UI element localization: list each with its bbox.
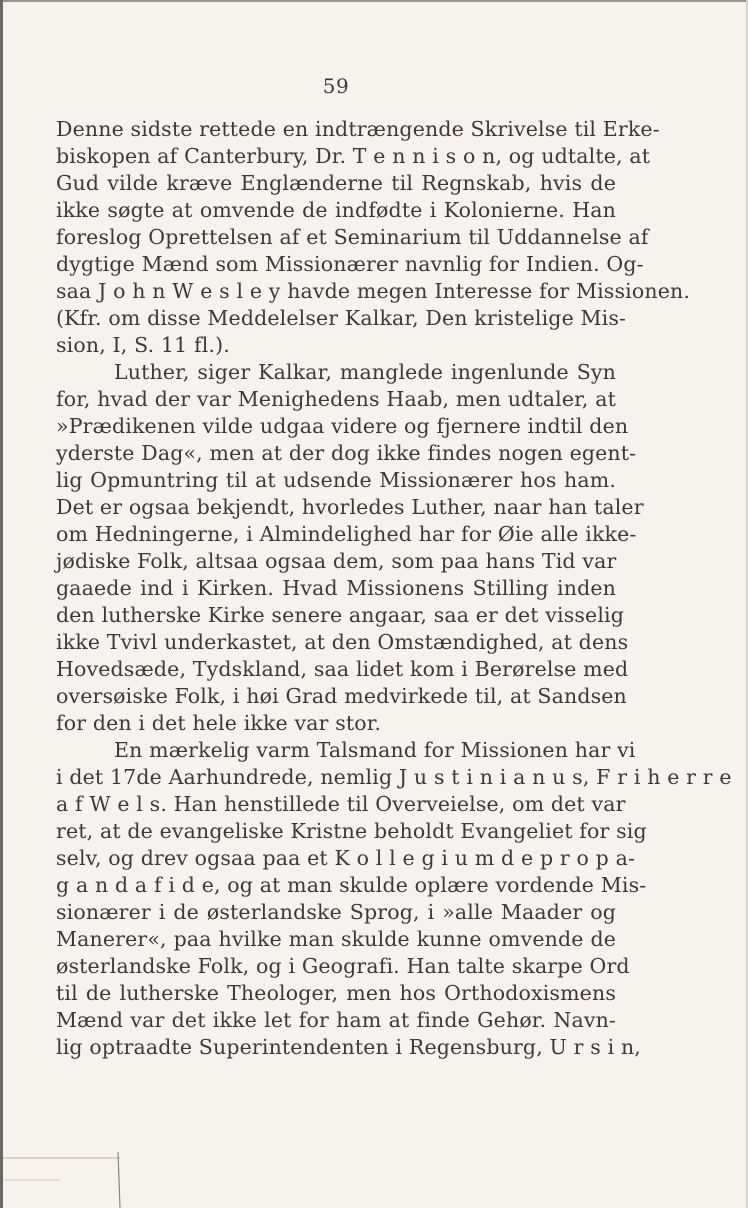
text-line: Det er ogsaa bekjendt, hvorledes Luther, naar han taler xyxy=(56,495,644,519)
text-line: lig Opmuntring til at udsende Missionærer hos ham. xyxy=(56,468,616,492)
scan-left-edge xyxy=(0,0,3,1208)
text-line: (Kfr. om disse Meddelelser Kalkar, Den kristelige Mis- xyxy=(56,306,627,330)
body-text xyxy=(56,116,732,1061)
text-line: foreslog Oprettelsen af et Seminarium til Uddannelse af xyxy=(56,225,649,249)
text-line: saa J o h n W e s l e y havde megen Interesse for Missionen. xyxy=(56,279,690,303)
text-line: ret, at de evangeliske Kristne beholdt Evangeliet for sig xyxy=(56,819,647,843)
text-line: Gud vilde kræve Englænderne til Regnskab, hvis de xyxy=(56,171,616,195)
text-line: ikke søgte at omvende de indfødte i Kolonierne. Han xyxy=(56,198,616,222)
text-line: om Hedningerne, i Almindelighed har for Øie alle ikke- xyxy=(56,522,637,546)
text-line: En mærkelig varm Talsmand for Missionen har vi xyxy=(114,738,636,762)
text-line: sion, I, S. 11 fl.). xyxy=(56,333,230,357)
text-line: Hovedsæde, Tydskland, saa lidet kom i Berørelse med xyxy=(56,657,629,681)
text-line: lig optraadte Superintendenten i Regensburg, U r s i n, xyxy=(56,1035,641,1059)
text-line: »Prædikenen vilde udgaa videre og fjernere indtil den xyxy=(56,414,629,438)
text-line: ikke Tvivl underkastet, at den Omstændighed, at dens xyxy=(56,630,629,654)
text-line: g a n d a f i d e, og at man skulde oplære vordende Mis- xyxy=(56,873,647,897)
text-line: dygtige Mænd som Missionærer navnlig for Indien. Og- xyxy=(56,252,644,276)
text-line: Luther, siger Kalkar, manglede ingenlunde Syn xyxy=(114,360,616,384)
text-line: gaaede ind i Kirken. Hvad Missionens Stilling inden xyxy=(56,576,616,600)
text-line: for den i det hele ikke var stor. xyxy=(56,711,382,735)
text-line: for, hvad der var Menighedens Haab, men udtaler, at xyxy=(56,387,616,411)
text-line: yderste Dag«, men at der dog ikke findes nogen egent- xyxy=(56,441,637,465)
text-line: Denne sidste rettede en indtrængende Skrivelse til Erke- xyxy=(56,117,660,141)
text-line: i det 17de Aarhundrede, nemlig J u s t i n i a n u s, F r i h e r r e xyxy=(56,765,732,789)
scan-top-edge xyxy=(0,0,748,2)
text-line: biskopen af Canterbury, Dr. T e n n i s o n, og udtalte, at xyxy=(56,144,651,168)
text-line: oversøiske Folk, i høi Grad medvirkede til, at Sandsen xyxy=(56,684,627,708)
text-line: a f W e l s. Han henstillede til Overveielse, om det var xyxy=(56,792,626,816)
text-line: østerlandske Folk, og i Geografi. Han talte skarpe Ord xyxy=(56,954,630,978)
text-line: Manerer«, paa hvilke man skulde kunne omvende de xyxy=(56,927,616,951)
text-line: til de lutherske Theologer, men hos Orthodoxismens xyxy=(56,981,616,1005)
page-number: 59 xyxy=(322,74,350,98)
text-line: Mænd var det ikke let for ham at finde Gehør. Navn- xyxy=(56,1008,616,1032)
text-line: sionærer i de østerlandske Sprog, i »alle Maader og xyxy=(56,900,616,924)
text-line: den lutherske Kirke senere angaar, saa er det visselig xyxy=(56,603,625,627)
bottom-margin-marks xyxy=(0,1150,130,1208)
text-line: selv, og drev ogsaa paa et K o l l e g i u m d e p r o p a- xyxy=(56,846,636,870)
text-line: jødiske Folk, altsaa ogsaa dem, som paa hans Tid var xyxy=(56,549,617,573)
